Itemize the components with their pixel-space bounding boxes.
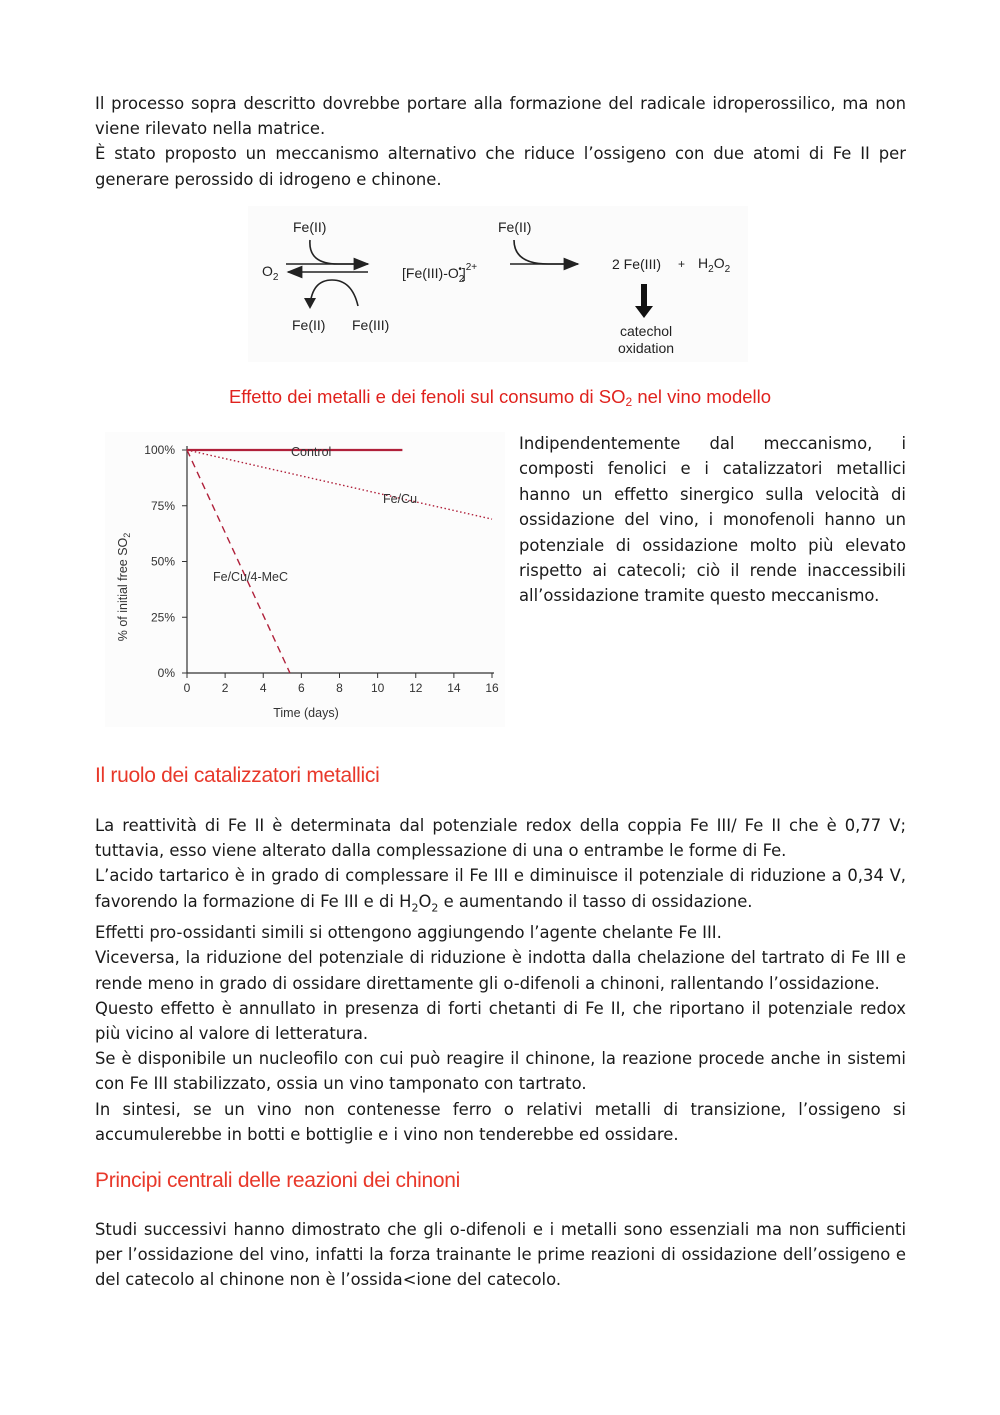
y-axis-label: % of initial free $SO_2$ <box>116 532 132 642</box>
reaction-scheme-svg <box>248 206 748 366</box>
chart-svg <box>105 432 505 727</box>
section1-paragraph-1: La reattività di Fe II è determinata dal potenziale redox della coppia Fe III/ Fe II che è 0,77 V; tuttavia, esso viene alterato dalla complessazione di una o entrambe le forme di Fe. <box>95 816 906 861</box>
section-title-catalysts: Il ruolo dei catalizzatori metallici <box>95 764 380 787</box>
section2-paragraph-1: Studi successivi hanno dimostrato che gli o-difenoli e i metalli sono essenziali ma non sufficienti per l’ossidazione del vino, infatti la forza trainante le prime reazioni di ossidazione dell’ossigeno e del catecolo al chinone non è l’ossida<ione del catecolo. <box>95 1220 906 1290</box>
x-tick-label: 2 <box>221 681 229 695</box>
x-tick-label: 4 <box>259 681 267 695</box>
y-tick-label: 25% <box>150 610 175 625</box>
x-tick-label: 12 <box>409 681 423 695</box>
h2o2-label: $H_2O_2$ <box>698 255 731 275</box>
y-tick-label: 100% <box>144 443 175 457</box>
y-tick-label: 0% <box>157 666 175 680</box>
x-tick-label: 10 <box>370 681 385 695</box>
reaction-scheme <box>248 206 748 366</box>
fe2-top-left: Fe(II) <box>293 219 327 235</box>
x-tick-label: 8 <box>336 681 343 695</box>
intro-paragraph-1: Il processo sopra descritto dovrebbe portare alla formazione del radicale idroperossilico, ma non viene rilevato nella matrice. <box>95 94 906 139</box>
x-tick-label: 16 <box>485 681 499 695</box>
section1-paragraph-2: L’acido tartarico è in grado di complessare il Fe III e diminuisce il potenziale di riduzione a 0,34 V, favorendo la formazione di Fe III e di $H_2O_2$ e aumentando il tasso di ossidazione. <box>95 866 906 914</box>
series-label-fe-cu-4-mec: Fe/Cu/4-MeC <box>213 570 289 584</box>
y-tick-label: 75% <box>150 498 175 513</box>
intro-paragraph-2: È stato proposto un meccanismo alternativo che riduce l’ossigeno con due atomi di Fe II per generare perossido di idrogeno e chinone. <box>95 144 906 189</box>
down-arrow-shaft <box>641 284 647 308</box>
so2-consumption-chart <box>105 432 505 727</box>
intro-text <box>95 91 906 192</box>
section1-paragraph-6: Se è disponibile un nucleofilo con cui può reagire il chinone, la reazione procede anche in sistemi con Fe III stabilizzato, ossia un vino tamponato con tartrato. <box>95 1049 906 1094</box>
x-tick-label: 6 <box>298 681 305 695</box>
o2-label: $O_2$ <box>262 263 279 283</box>
side-paragraph: Indipendentemente dal meccanismo, i composti fenolici e i catalizzatori metallici hanno un effetto sinergico sulla velocità di ossidazione del vino, i monofenoli hanno un potenziale di ossidazione molto più elevato rispetto ai catecoli; ciò il rende inaccessibili all’ossidazione tramite questo meccanismo. <box>519 434 906 606</box>
catechol-line2: oxidation <box>618 340 675 356</box>
catechol-line1: catechol <box>620 323 673 339</box>
section-title-quinones: Principi centrali delle reazioni dei chinoni <box>95 1169 461 1192</box>
x-tick-label: 0 <box>183 681 191 695</box>
section2-body <box>95 1217 906 1293</box>
section1-paragraph-7: In sintesi, se un vino non contenesse ferro o relativi metalli di transizione, l’ossigeno si accumulerebbe in botti e bottiglie e i vino non tenderebbe ed ossidare. <box>95 1099 906 1144</box>
section1-paragraph-3: Effetti pro-ossidanti simili si ottengono aggiungendo l’agente chelante Fe III. <box>95 923 722 943</box>
complex-label: $[Fe(III)-O_2•]^{2+}$ <box>402 262 478 285</box>
series-label-control: Control <box>291 445 332 459</box>
figure-caption: Effetto dei metalli e dei fenoli sul consumo di $SO_2$ nel vino modello <box>228 386 772 409</box>
fe3-bottom: Fe(III) <box>352 317 390 333</box>
product-fe3: 2 Fe(III) <box>612 256 662 272</box>
x-axis-label: Time (days) <box>273 706 339 720</box>
plus-sign: + <box>678 257 686 271</box>
series-label-fe-cu: Fe/Cu <box>383 492 418 506</box>
section1-body <box>95 813 906 1147</box>
section1-paragraph-5: Questo effetto è annullato in presenza di forti chetanti di Fe II, che riportano il potenziale redox più vicino al valore di letteratura. <box>95 998 906 1043</box>
fe2-top-right: Fe(II) <box>498 219 532 235</box>
x-tick-label: 14 <box>447 681 461 695</box>
section1-paragraph-4: Viceversa, la riduzione del potenziale di riduzione è indotta dalla chelazione del tartrato di Fe III e rende meno in grado di ossidare direttamente gli o-difenoli a chinoni, rallentando l’ossidazione. <box>95 948 906 993</box>
fe2-bottom-left: Fe(II) <box>292 317 326 333</box>
y-tick-label: 50% <box>150 554 175 569</box>
